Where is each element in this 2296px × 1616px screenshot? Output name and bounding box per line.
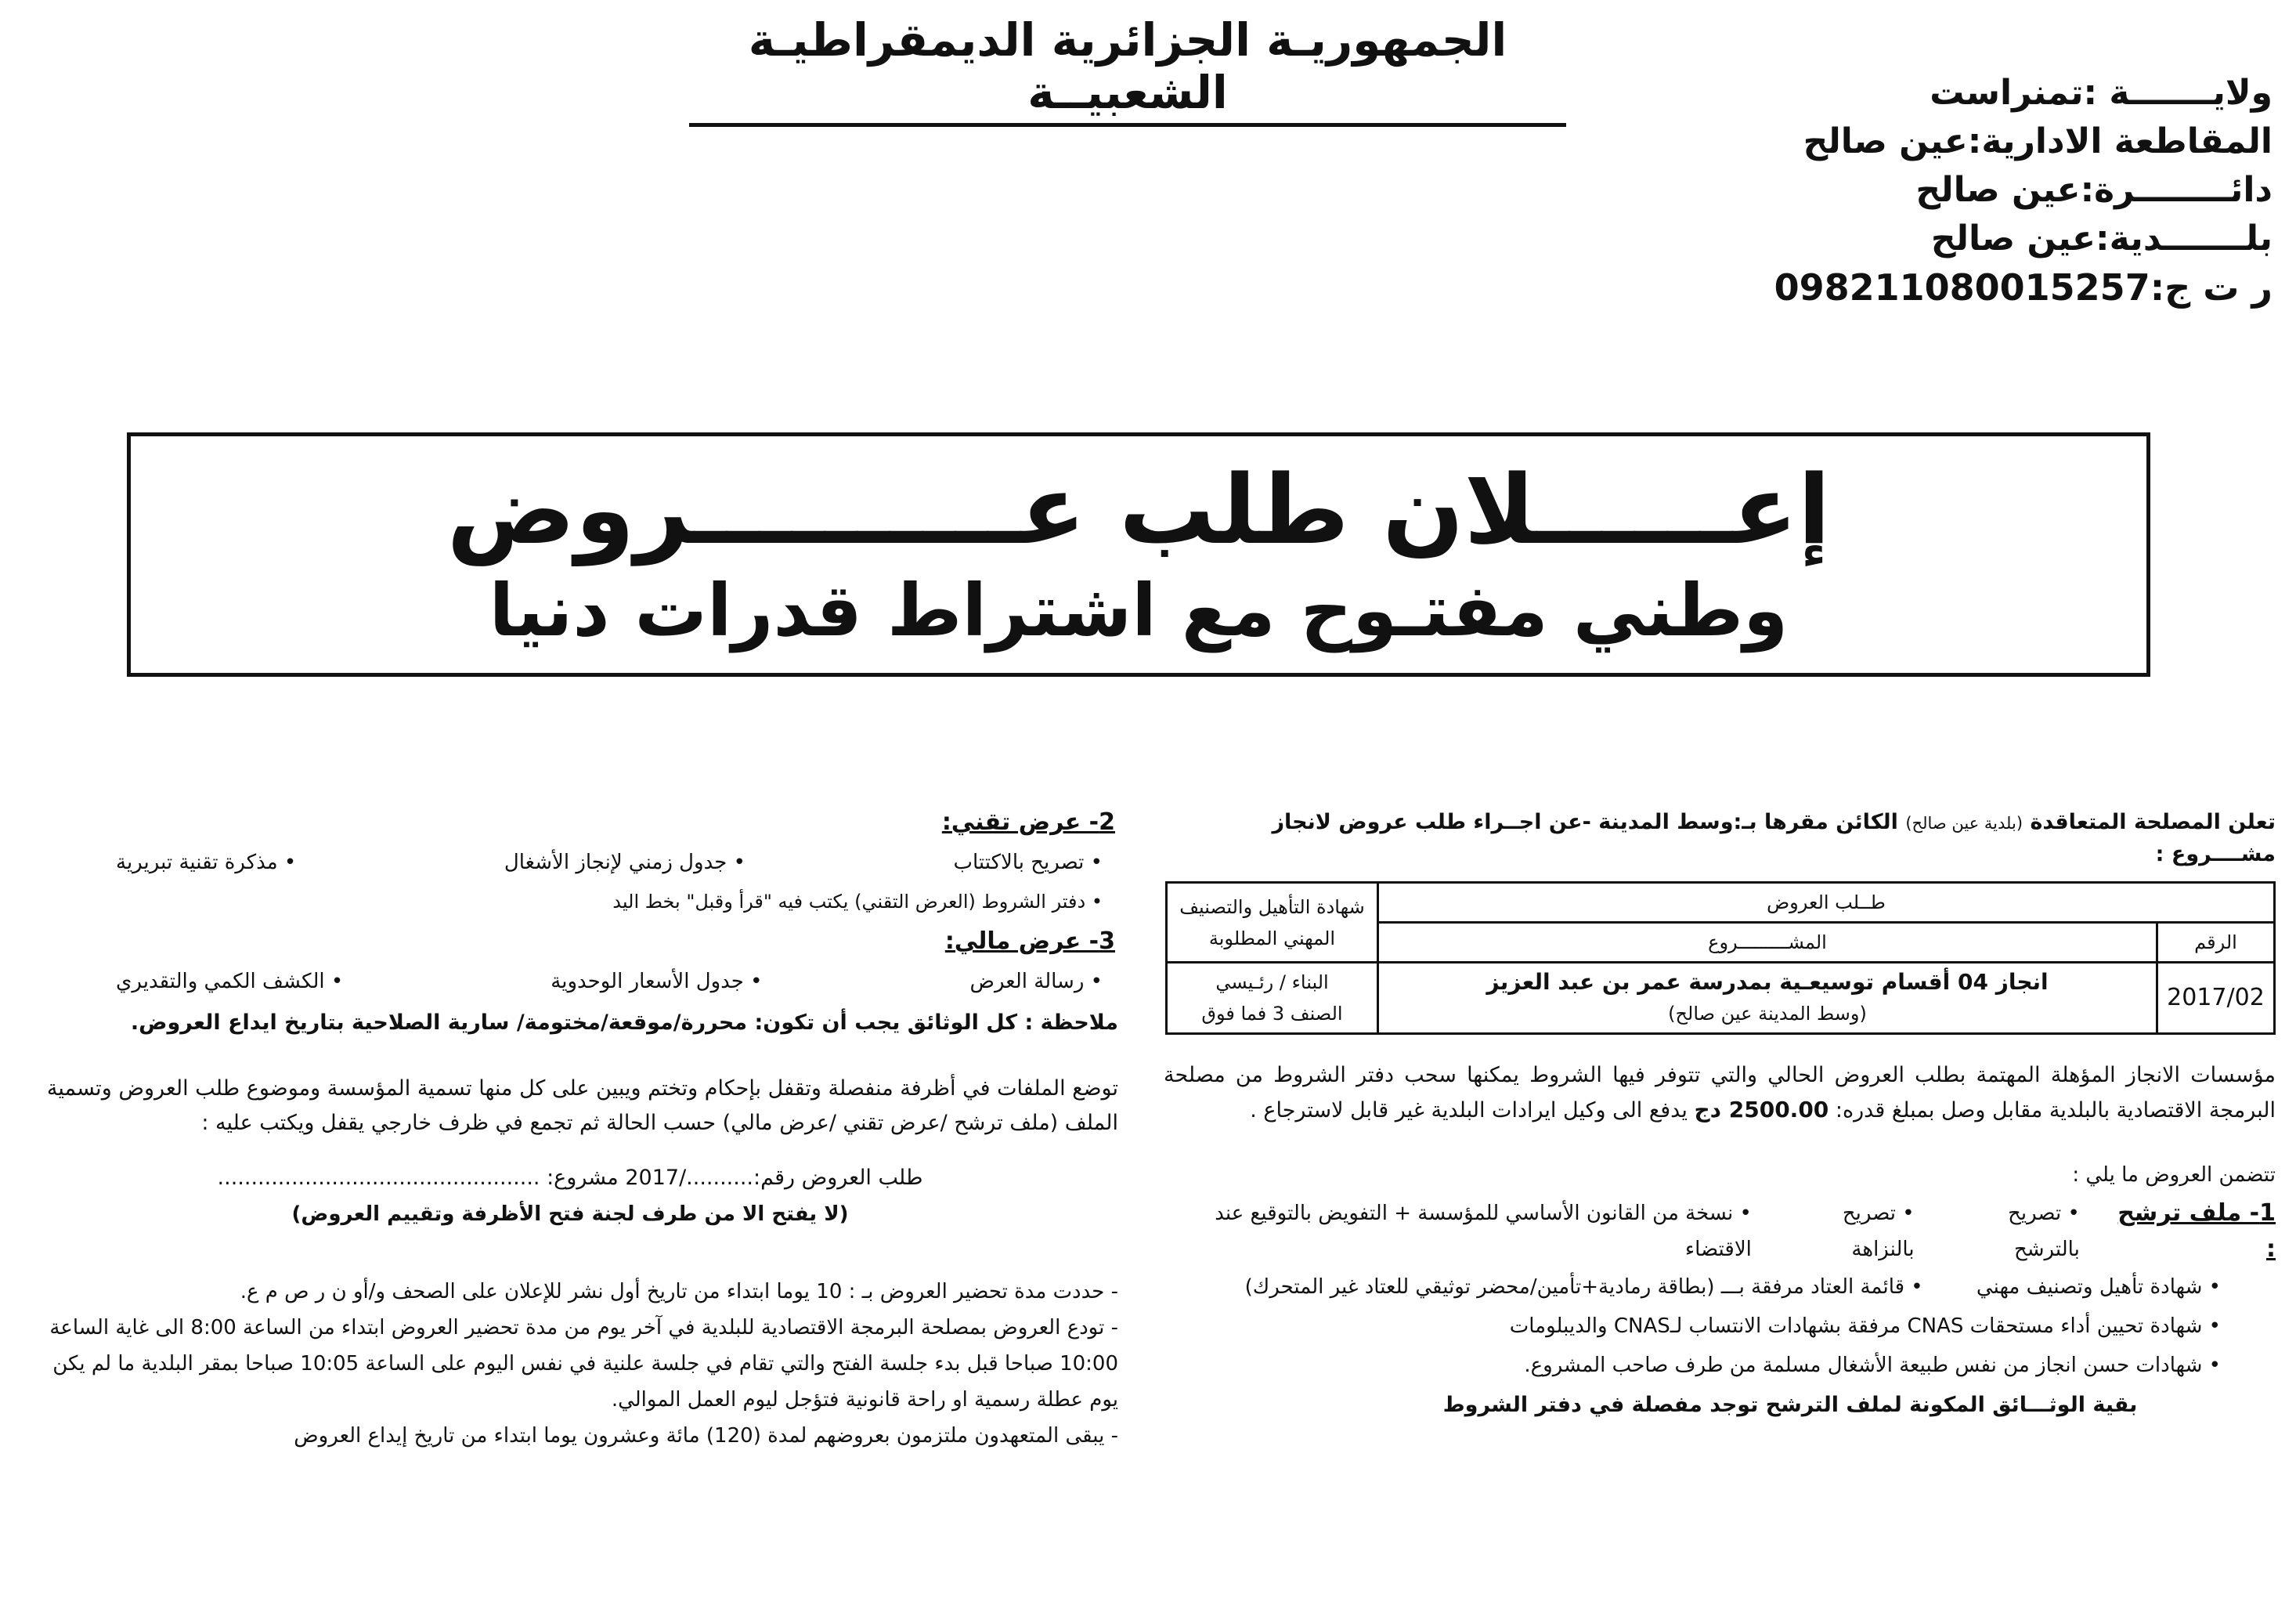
announcement-title-box — [127, 432, 2150, 677]
intro-text: تعلن المصلحة المتعاقدة (بلدية عين صالح) الكائن مقرها بـ:وسط المدينة -عن اجــراء طلب عروض لانجاز مشــــروع : — [1272, 810, 2276, 866]
announcement-title: إعــــــلان طلب عــــــــــروض — [446, 454, 1831, 566]
candidacy-file-row: 1- ملف ترشح : • تصريح بالترشح • تصريح بالنزاهة • نسخة من القانون الأساسي للمؤسسة + التفويض بالتوقيع عند الاقتضاء — [1215, 1199, 2276, 1263]
list-item: • شهادة تحيين أداء مستحقات CNAS مرفقة بشهادات الانتساب لـCNAS والديبلومات — [1509, 1314, 2221, 1338]
admin-tax-id: ر ت ج:098211080015257 — [1774, 266, 2273, 309]
left-column — [22, 807, 1118, 1454]
offers-table — [1165, 881, 2276, 1035]
technical-offer-items: • تصريح بالاكتتاب • جدول زمني لإنجاز الأشغال • مذكرة تقنية تبريرية — [116, 851, 1103, 874]
right-column — [1164, 807, 2276, 1421]
admin-daira: دائــــــــرة:عين صالح — [1915, 170, 2273, 210]
list-item: - تودع العروض بمصلحة البرمجة الاقتصادية للبلدية في آخر يوم من مدة تحضير العروض ابتداء من الساعة 8:00 الى غاية الساعة 10:00 صباحا قبل بدء جلسة الفتح والتي تقام في جلسة علنية في نفس اليوم على الساعة 10:05 صباحا بمقر البلدية ما لم يكن يوم عطلة رسمية او راحة قانونية فتؤجل ليوم العمل الموالي. — [49, 1316, 1118, 1412]
list-item: - حددت مدة تحضير العروض بـ : 10 يوما ابتداء من تاريخ أول نشر للإعلان على الصحف و/أو ن ر ص م ع. — [240, 1280, 1118, 1303]
financial-offer-heading: 3- عرض مالي: — [944, 927, 1115, 955]
admin-municipality: بلـــــــدية:عين صالح — [1930, 219, 2273, 258]
table-header-cert: شهادة التأهيل والتصنيف المهني المطلوبة — [1167, 883, 1378, 963]
financial-offer-items: • رسالة العرض • جدول الأسعار الوحدوية • الكشف الكمي والتقديري — [116, 970, 1103, 993]
table-cell-number: 2017/02 — [2157, 963, 2275, 1034]
technical-offer-specs: • دفتر الشروط (العرض التقني) يكتب فيه "قرأ وقبل" بخط اليد — [612, 891, 1103, 913]
technical-offer-heading: 2- عرض تقني: — [941, 808, 1115, 836]
documents-note: ملاحظة : كل الوثائق يجب أن تكون: محررة/موقعة/مختومة/ سارية الصلاحية بتاريخ ايداع العروض. — [130, 1010, 1118, 1035]
withdraw-paragraph: مؤسسات الانجاز المؤهلة المهتمة بطلب العروض الحالي والتي تتوفر فيها الشروط يمكنها سحب دفتر الشروط من مصلحة البرمجة الاقتصادية بالبلدية مقابل وصل بمبلغ قدره: 2500.00 دج يدفع الى وكيل ايرادات البلدية غير قابل لاسترجاع . — [1164, 1063, 2276, 1123]
admin-wilaya: ولايـــــــة :تمنراست — [1930, 73, 2273, 113]
table-cell-project: انجاز 04 أقسام توسيعـية بمدرسة عمر بن عبد العزيز (وسط المدينة عين صالح) — [1378, 963, 2157, 1034]
envelope-note: (لا يفتح الا من طرف لجنة فتح الأظرفة وتقييم العروض) — [291, 1202, 849, 1226]
admin-district: المقاطعة الادارية:عين صالح — [1803, 121, 2273, 161]
table-header-offers: طــلب العروض — [1378, 883, 2275, 923]
envelope-paragraph: توضع الملفات في أظرفة منفصلة وتقفل بإحكام وتختم ويبين على كل منها تسمية المؤسسة وموضوع طلب العروض وتسمية الملف (ملف ترشح /عرض تقني /عرض مالي) حسب الحالة ثم تجمع في ظرف خارجي يقفل ويكتب عليه : — [46, 1076, 1118, 1135]
list-item: - يبقى المتعهدون ملتزمون بعروضهم لمدة (120) مائة وعشرون يوما ابتداء من تاريخ إيداع العروض — [294, 1424, 1118, 1448]
list-item: • شهادات حسن انجاز من نفس طبيعة الأشغال مسلمة من طرف صاحب المشروع. — [1524, 1354, 2221, 1377]
rest-documents-note: بقية الوثـــائق المكونة لملف الترشح توجد مفصلة في دفتر الشروط — [1442, 1393, 2138, 1417]
table-header-project: المشـــــــــروع — [1378, 923, 2157, 963]
list-item: • شهادة تأهيل وتصنيف مهني • قائمة العتاد مرفقة بـــ (بطاقة رمادية+تأمين/محضر توثيقي للعتاد غير المتحرك) — [1244, 1275, 2221, 1299]
republic-title: الجمهوريـة الجزائرية الديمقراطيـة الشعبيــة — [689, 14, 1566, 127]
envelope-label: طلب العروض رقم:........../2017 مشروع: ................................................ — [217, 1166, 923, 1190]
admin-info — [1774, 69, 2273, 312]
table-header-number: الرقم — [2157, 923, 2275, 963]
announcement-subtitle: وطني مفتـوح مع اشتراط قدرات دنيا — [489, 569, 1789, 653]
contains-title: تتضمن العروض ما يلي : — [2072, 1163, 2276, 1187]
table-cell-cert: البناء / رئـيسي الصنف 3 فما فوق — [1167, 963, 1378, 1034]
